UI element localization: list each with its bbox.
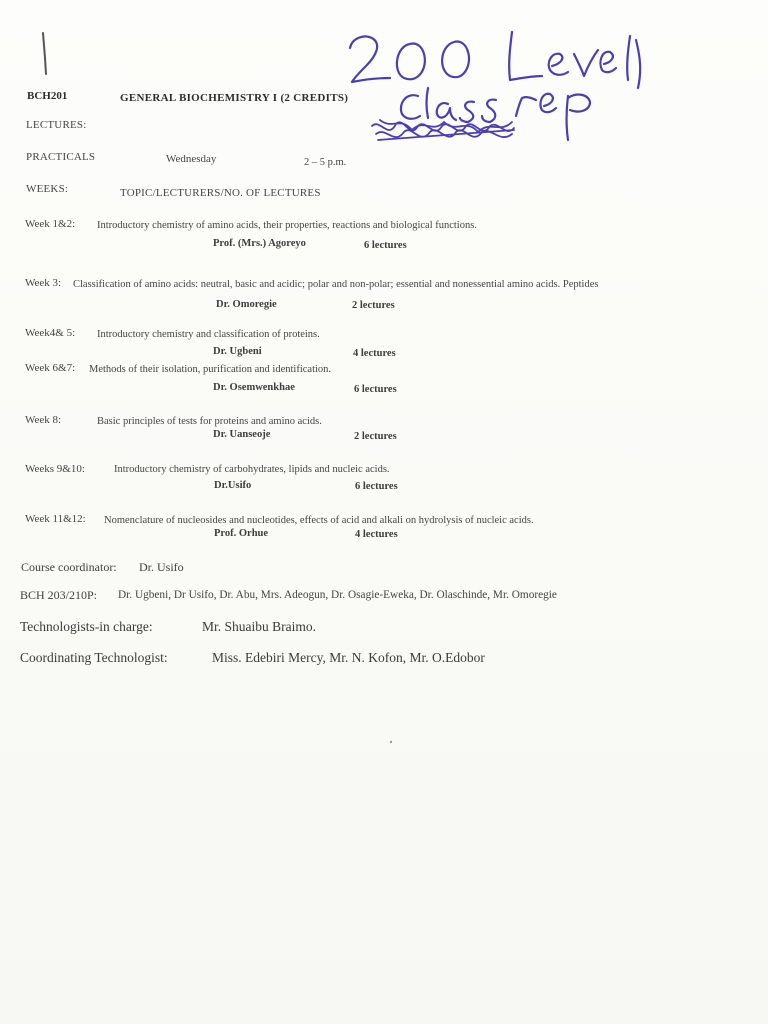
schedule-lecture-count: 2 lectures bbox=[354, 431, 397, 442]
schedule-lecture-count: 6 lectures bbox=[354, 384, 397, 395]
schedule-lecturer: Prof. Orhue bbox=[214, 528, 269, 539]
schedule-topic: Introductory chemistry and classification of proteins. bbox=[97, 329, 320, 340]
bch203-label: BCH 203/210P: bbox=[20, 588, 98, 602]
schedule-lecturer: Dr. Omoregie bbox=[216, 299, 277, 310]
schedule-lecture-count: 6 lectures bbox=[364, 240, 407, 251]
scan-speck bbox=[390, 741, 392, 743]
practicals-label: PRACTICALS bbox=[26, 151, 96, 163]
course-code: BCH201 bbox=[27, 90, 68, 102]
coordinating-technologist-label: Coordinating Technologist: bbox=[20, 650, 168, 665]
technologists-name: Mr. Shuaibu Braimo. bbox=[202, 619, 316, 634]
schedule-topic: Introductory chemistry of amino acids, their properties, reactions and biological functions. bbox=[97, 220, 477, 231]
schedule-topic: Basic principles of tests for proteins and amino acids. bbox=[97, 416, 322, 427]
course-title: GENERAL BIOCHEMISTRY I (2 CREDITS) bbox=[120, 92, 349, 104]
schedule-lecturer: Dr.Usifo bbox=[214, 480, 252, 491]
schedule-week: Weeks 9&10: bbox=[25, 463, 85, 475]
bch203-staff: Dr. Ugbeni, Dr Usifo, Dr. Abu, Mrs. Adeogun, Dr. Osagie-Eweka, Dr. Olaschinde, Mr. Omoregie bbox=[118, 589, 557, 601]
schedule-lecturer: Dr. Osemwenkhae bbox=[213, 382, 295, 393]
schedule-lecturer: Dr. Uanseoje bbox=[213, 429, 271, 440]
schedule-week: Week 8: bbox=[25, 414, 62, 426]
schedule-week: Week 1&2: bbox=[25, 218, 76, 230]
schedule-topic: Methods of their isolation, purification and identification. bbox=[89, 364, 332, 375]
schedule-week: Week4& 5: bbox=[25, 327, 76, 339]
coordinating-technologist-names: Miss. Edebiri Mercy, Mr. N. Kofon, Mr. O.Edobor bbox=[212, 650, 485, 665]
schedule-week: Week 6&7: bbox=[25, 362, 76, 374]
weeks-header: TOPIC/LECTURERS/NO. OF LECTURES bbox=[120, 187, 321, 199]
technologists-label: Technologists-in charge: bbox=[20, 619, 153, 634]
schedule-topic: Nomenclature of nucleosides and nucleotides, effects of acid and alkali on hydrolysis of nucleic acids. bbox=[104, 515, 534, 526]
schedule-lecturer: Prof. (Mrs.) Agoreyo bbox=[213, 238, 306, 249]
schedule-week: Week 11&12: bbox=[25, 513, 86, 525]
practicals-day: Wednesday bbox=[166, 153, 217, 165]
weeks-label: WEEKS: bbox=[26, 183, 69, 195]
schedule-lecture-count: 6 lectures bbox=[355, 481, 398, 492]
coordinator-label: Course coordinator: bbox=[21, 560, 117, 574]
lectures-label: LECTURES: bbox=[26, 119, 87, 131]
schedule-lecture-count: 4 lectures bbox=[355, 529, 398, 540]
schedule-topic: Introductory chemistry of carbohydrates, lipids and nucleic acids. bbox=[114, 464, 390, 475]
coordinator-name: Dr. Usifo bbox=[139, 560, 184, 574]
schedule-week: Week 3: bbox=[25, 277, 62, 289]
schedule-lecture-count: 2 lectures bbox=[352, 300, 395, 311]
practicals-time: 2 – 5 p.m. bbox=[304, 157, 347, 168]
schedule-lecturer: Dr. Ugbeni bbox=[213, 346, 262, 357]
schedule-lecture-count: 4 lectures bbox=[353, 348, 396, 359]
schedule-topic: Classification of amino acids: neutral, basic and acidic; polar and non-polar; essential and nonessential amino acids. Peptides bbox=[73, 279, 599, 290]
